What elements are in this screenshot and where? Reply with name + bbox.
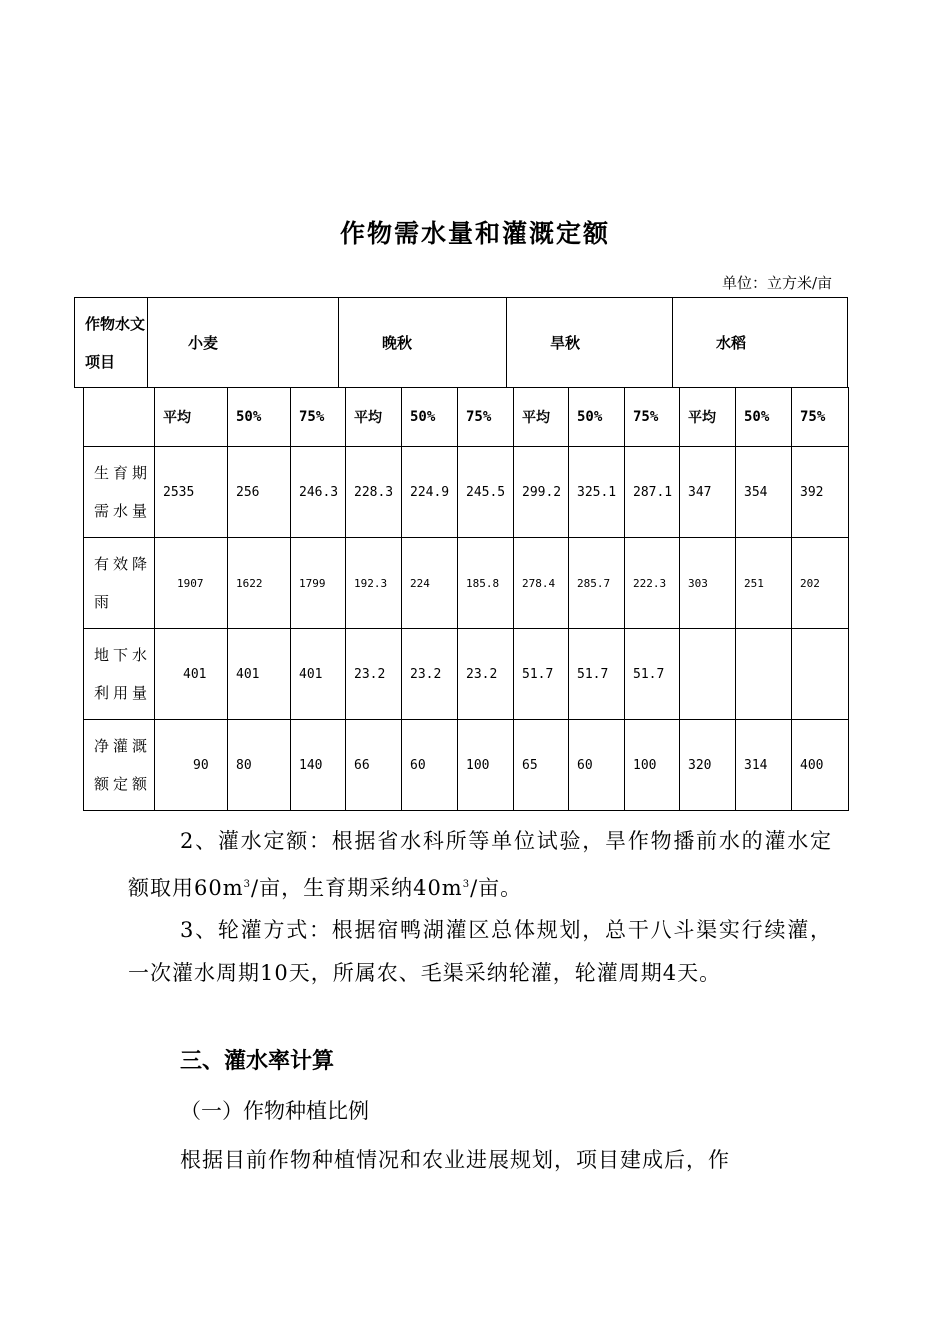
table-cell: 299.2 xyxy=(514,447,569,538)
superscript: 3 xyxy=(243,879,252,890)
table-cell: 1622 xyxy=(228,538,291,629)
table-cell: 287.1 xyxy=(625,447,680,538)
table-cell: 23.2 xyxy=(402,629,458,720)
table-cell xyxy=(736,629,792,720)
row-label: 地下水利用量 xyxy=(84,629,155,720)
sub-header: 50% xyxy=(402,388,458,447)
table-cell xyxy=(792,629,849,720)
sub-header: 50% xyxy=(228,388,291,447)
table-cell: 278.4 xyxy=(514,538,569,629)
table-row xyxy=(84,629,849,720)
superscript: 3 xyxy=(462,879,471,890)
table-cell: 90 xyxy=(155,720,228,811)
sub-header: 75% xyxy=(458,388,514,447)
para2-prefix: 2、灌水定额：根据省水科所等单位试验，旱作物播前水的灌水定额取用60m xyxy=(128,829,832,900)
crop-header: 晚秋 xyxy=(339,298,507,388)
table-cell: 100 xyxy=(625,720,680,811)
table-cell: 192.3 xyxy=(346,538,402,629)
table-cell: 51.7 xyxy=(514,629,569,720)
data-table xyxy=(83,387,849,811)
sub-header: 75% xyxy=(625,388,680,447)
crop-header: 小麦 xyxy=(148,298,339,388)
table-row xyxy=(84,720,849,811)
table-cell: 51.7 xyxy=(569,629,625,720)
table-cell: 60 xyxy=(569,720,625,811)
paragraph-irrigation-quota xyxy=(128,820,832,910)
sub-header: 75% xyxy=(291,388,346,447)
table-cell: 100 xyxy=(458,720,514,811)
sub-header: 平均 xyxy=(346,388,402,447)
table-cell: 401 xyxy=(228,629,291,720)
row-label: 净灌溉额定额 xyxy=(84,720,155,811)
table-cell: 1907 xyxy=(155,538,228,629)
table-cell: 246.3 xyxy=(291,447,346,538)
table-cell: 354 xyxy=(736,447,792,538)
row-header-empty xyxy=(84,388,155,447)
table-cell: 80 xyxy=(228,720,291,811)
table-cell: 245.5 xyxy=(458,447,514,538)
table-cell: 65 xyxy=(514,720,569,811)
crop-header: 旱秋 xyxy=(507,298,673,388)
table-cell: 60 xyxy=(402,720,458,811)
table-header xyxy=(74,297,848,388)
table-cell: 2535 xyxy=(155,447,228,538)
table-cell: 222.3 xyxy=(625,538,680,629)
table-cell: 224 xyxy=(402,538,458,629)
table-cell: 256 xyxy=(228,447,291,538)
subsection-heading: （一）作物种植比例 xyxy=(180,1099,369,1123)
table-cell: 228.3 xyxy=(346,447,402,538)
table-cell: 23.2 xyxy=(458,629,514,720)
para2-end: /亩。 xyxy=(470,876,523,900)
sub-header: 平均 xyxy=(155,388,228,447)
page-title: 作物需水量和灌溉定额 xyxy=(339,219,610,248)
table-cell: 202 xyxy=(792,538,849,629)
table-row xyxy=(84,538,849,629)
table-cell: 401 xyxy=(155,629,228,720)
para2-mid: /亩，生育期采纳40m xyxy=(251,876,463,900)
table-cell: 23.2 xyxy=(346,629,402,720)
table-cell: 347 xyxy=(680,447,736,538)
table-cell xyxy=(680,629,736,720)
table-cell: 392 xyxy=(792,447,849,538)
table-cell: 303 xyxy=(680,538,736,629)
sub-header: 75% xyxy=(792,388,849,447)
crop-header: 水稻 xyxy=(673,298,848,388)
table-cell: 400 xyxy=(792,720,849,811)
table-cell: 51.7 xyxy=(625,629,680,720)
paragraph-rotation-method: 3、轮灌方式：根据宿鸭湖灌区总体规划，总干八斗渠实行续灌，一次灌水周期10天，所属农、毛渠采纳轮灌，轮灌周期4天。 xyxy=(128,918,832,985)
row-label: 生育期需水量 xyxy=(84,447,155,538)
table-cell: 285.7 xyxy=(569,538,625,629)
sub-header: 平均 xyxy=(514,388,569,447)
section-heading: 三、灌水率计算 xyxy=(180,1049,335,1074)
table-cell: 140 xyxy=(291,720,346,811)
table-cell: 224.9 xyxy=(402,447,458,538)
table-cell: 1799 xyxy=(291,538,346,629)
table-cell: 320 xyxy=(680,720,736,811)
table-row xyxy=(84,447,849,538)
table-cell: 185.8 xyxy=(458,538,514,629)
corner-label: 作物水文项目 xyxy=(75,298,148,388)
sub-header: 50% xyxy=(569,388,625,447)
sub-header: 平均 xyxy=(680,388,736,447)
table-cell: 401 xyxy=(291,629,346,720)
sub-header: 50% xyxy=(736,388,792,447)
table-cell: 325.1 xyxy=(569,447,625,538)
unit-label: 单位：立方米/亩 xyxy=(721,274,832,292)
table-cell: 314 xyxy=(736,720,792,811)
table-cell: 251 xyxy=(736,538,792,629)
row-label: 有效降雨 xyxy=(84,538,155,629)
table-cell: 66 xyxy=(346,720,402,811)
paragraph-planting-ratio: 根据目前作物种植情况和农业进展规划，项目建成后，作 xyxy=(180,1148,730,1172)
